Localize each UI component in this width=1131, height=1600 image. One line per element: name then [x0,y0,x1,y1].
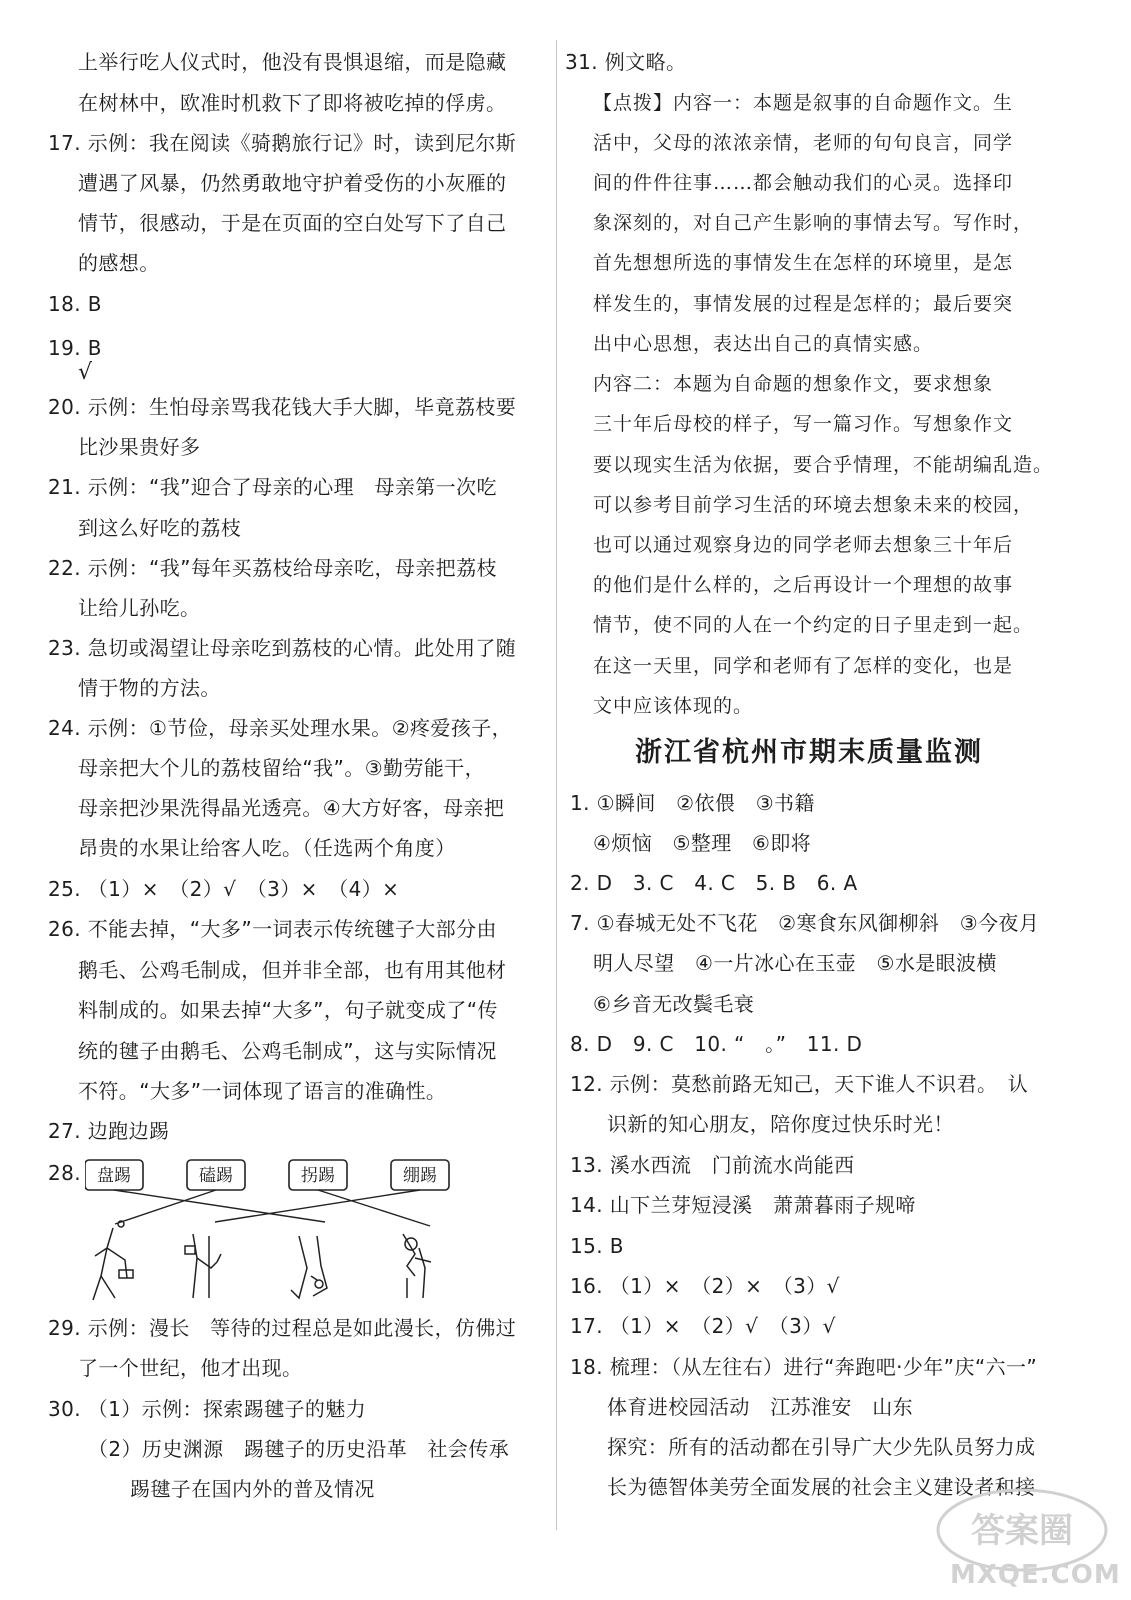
tip-line: 要以现实生活为依据，要合乎情理，不能胡编乱造。 [593,454,1054,476]
answer-17: 17. （1）× （2）√ （3）√ [570,1314,836,1338]
answer-28: 28. [48,1161,82,1185]
text-line: 鹅毛、公鸡毛制成，但并非全部，也有用其他材 [78,958,507,982]
answer-18: 18. 梳理：（从左往右）进行“奔跑吧·少年”庆“六一” [570,1355,1038,1379]
tip-line: 【点拨】内容一：本题是叙事的自命题作文。生 [593,92,1014,114]
tip-line: 也可以通过观察身边的同学老师去想象三十年后 [593,534,1014,556]
match-line [215,1190,420,1222]
answer-23: 23. 急切或渴望让母亲吃到荔枝的心情。此处用了随 [48,636,517,660]
answer-18: 18. B [48,292,102,316]
answer-1: 1. ①瞬间 ②依偎 ③书籍 [570,791,815,815]
text-line: 料制成的。如果去掉“大多”，句子就变成了“传 [78,998,498,1022]
text-line: 母亲把沙果洗得晶光透亮。④大方好客，母亲把 [78,796,505,820]
text-line: 长为德智体美劳全面发展的社会主义建设者和接 [607,1475,1036,1499]
answer-26: 26. 不能去掉，“大多”一词表示传统毽子大部分由 [48,917,497,941]
text-line: 识新的知心朋友，陪你度过快乐时光！ [607,1112,954,1136]
watermark-text: 答案圈 [971,1511,1073,1551]
tip-line: 活中，父母的浓浓亲情，老师的句句良言，同学 [593,132,1014,154]
match-line [114,1190,325,1222]
tip-line: 样发生的，事情发展的过程是怎样的；最后要突 [593,293,1014,315]
text-line: 情节，很感动，于是在页面的空白处写下了自己 [78,211,507,235]
text-line: 在树林中，欧准时机救下了即将被吃掉的俘虏。 [78,91,507,115]
answer-22: 22. 示例：“我”每年买荔枝给母亲吃，母亲把荔枝 [48,556,497,580]
answer-24: 24. 示例：①节俭，母亲买处理水果。②疼爱孩子， [48,716,513,740]
answer-13: 13. 溪水西流 门前流水尚能西 [570,1153,855,1177]
section-title: 浙江省杭州市期末质量监测 [635,737,983,768]
tip-line: 情节，使不同的人在一个约定的日子里走到一起。 [593,614,1034,636]
kicker-figure-1 [93,1221,133,1300]
label-beng: 绷踢 [403,1166,437,1186]
answer-30: 30. （1）示例：探索踢毽子的魅力 [48,1397,367,1421]
text-line: 母亲把大个儿的荔枝留给“我”。③勤劳能干， [78,756,486,780]
matching-svg [85,1158,485,1308]
text-line: 比沙果贵好多 [78,435,201,459]
check-mark: √ [78,360,93,385]
text-line: 让给儿孙吃。 [78,596,201,620]
text-line: 统的毽子由鹅毛、公鸡毛制成”，这与实际情况 [78,1039,497,1063]
text-line: 探究：所有的活动都在引导广大少先队员努力成 [607,1435,1036,1459]
answer-15: 15. B [570,1234,624,1258]
column-divider [556,40,557,1530]
tip-line: 内容二：本题为自命题的想象作文，要求想象 [593,373,994,395]
matching-figure [85,1158,485,1312]
tip-line: 三十年后母校的样子，写一篇习作。写想象作文 [593,413,1014,435]
tip-line: 在这一天里，同学和老师有了怎样的变化，也是 [593,655,1014,677]
text-line: 昂贵的水果让给客人吃。（任选两个角度） [78,836,456,860]
text-line: ④烦恼 ⑤整理 ⑥即将 [593,831,812,855]
text-line: 的感想。 [78,251,160,275]
label-guai: 拐踢 [301,1166,335,1186]
answer-29: 29. 示例：漫长 等待的过程总是如此漫长，仿佛过 [48,1316,517,1340]
text-line: 不符。“大多”一词体现了语言的准确性。 [78,1079,447,1103]
text-line: 体育进校园活动 江苏淮安 山东 [607,1395,913,1419]
tip-line: 间的件件往事……都会触动我们的心灵。选择印 [593,172,1014,194]
text-line: 踢毽子在国内外的普及情况 [130,1477,375,1501]
text-line: 情于物的方法。 [78,676,221,700]
answer-27: 27. 边跑边踢 [48,1119,170,1143]
tip-line: 文中应该体现的。 [593,695,754,717]
label-pan: 盘踢 [97,1166,131,1186]
text-line: 明人尽望 ④一片冰心在玉壶 ⑤水是眼波横 [593,951,997,975]
answer-17: 17. 示例：我在阅读《骑鹅旅行记》时，读到尼尔斯 [48,131,517,155]
match-line [318,1190,430,1226]
answer-19: 19. B [48,336,102,360]
tip-line: 出中心思想，表达出自己的真情实感。 [593,333,934,355]
match-line [115,1190,216,1224]
text-line: 上举行吃人仪式时，他没有畏惧退缩，而是隐藏 [78,50,507,74]
watermark-url: MXQE.COM [950,1560,1121,1590]
answer-14: 14. 山下兰芽短浸溪 萧萧暮雨子规啼 [570,1193,916,1217]
tip-line: 的他们是什么样的，之后再设计一个理想的故事 [593,574,1014,596]
kicker-figure-4 [403,1234,431,1298]
answer-2-6: 2. D 3. C 4. C 5. B 6. A [570,871,858,895]
answer-21: 21. 示例：“我”迎合了母亲的心理 母亲第一次吃 [48,475,497,499]
tip-line: 象深刻的，对自己产生影响的事情去写。写作时， [593,212,1034,234]
answer-20: 20. 示例：生怕母亲骂我花钱大手大脚，毕竟荔枝要 [48,395,517,419]
text-line: 了一个世纪，他才出现。 [78,1356,303,1380]
kicker-figure-3 [291,1236,327,1298]
answer-16: 16. （1）× （2）× （3）√ [570,1274,840,1298]
answer-31: 31. 例文略。 [565,50,687,74]
text-line: （2）历史渊源 踢毽子的历史沿革 社会传承 [88,1437,510,1461]
text-line: 遭遇了风暴，仍然勇敢地守护着受伤的小灰雁的 [78,171,507,195]
text-line: 到这么好吃的荔枝 [78,516,242,540]
kicker-figure-2 [185,1234,221,1298]
tip-line: 可以参考目前学习生活的环境去想象未来的校园， [593,494,1034,516]
answer-7: 7. ①春城无处不飞花 ②寒食东风御柳斜 ③今夜月 [570,911,1040,935]
answer-8-11: 8. D 9. C 10. “ 。” 11. D [570,1032,863,1056]
answer-12: 12. 示例：莫愁前路无知己，天下谁人不识君。 认 [570,1072,1029,1096]
text-line: ⑥乡音无改鬓毛衰 [593,992,755,1016]
tip-line: 首先想想所选的事情发生在怎样的环境里，是怎 [593,252,1014,274]
label-ke: 磕踢 [199,1166,233,1186]
answer-25: 25. （1）× （2）√ （3）× （4）× [48,877,400,901]
